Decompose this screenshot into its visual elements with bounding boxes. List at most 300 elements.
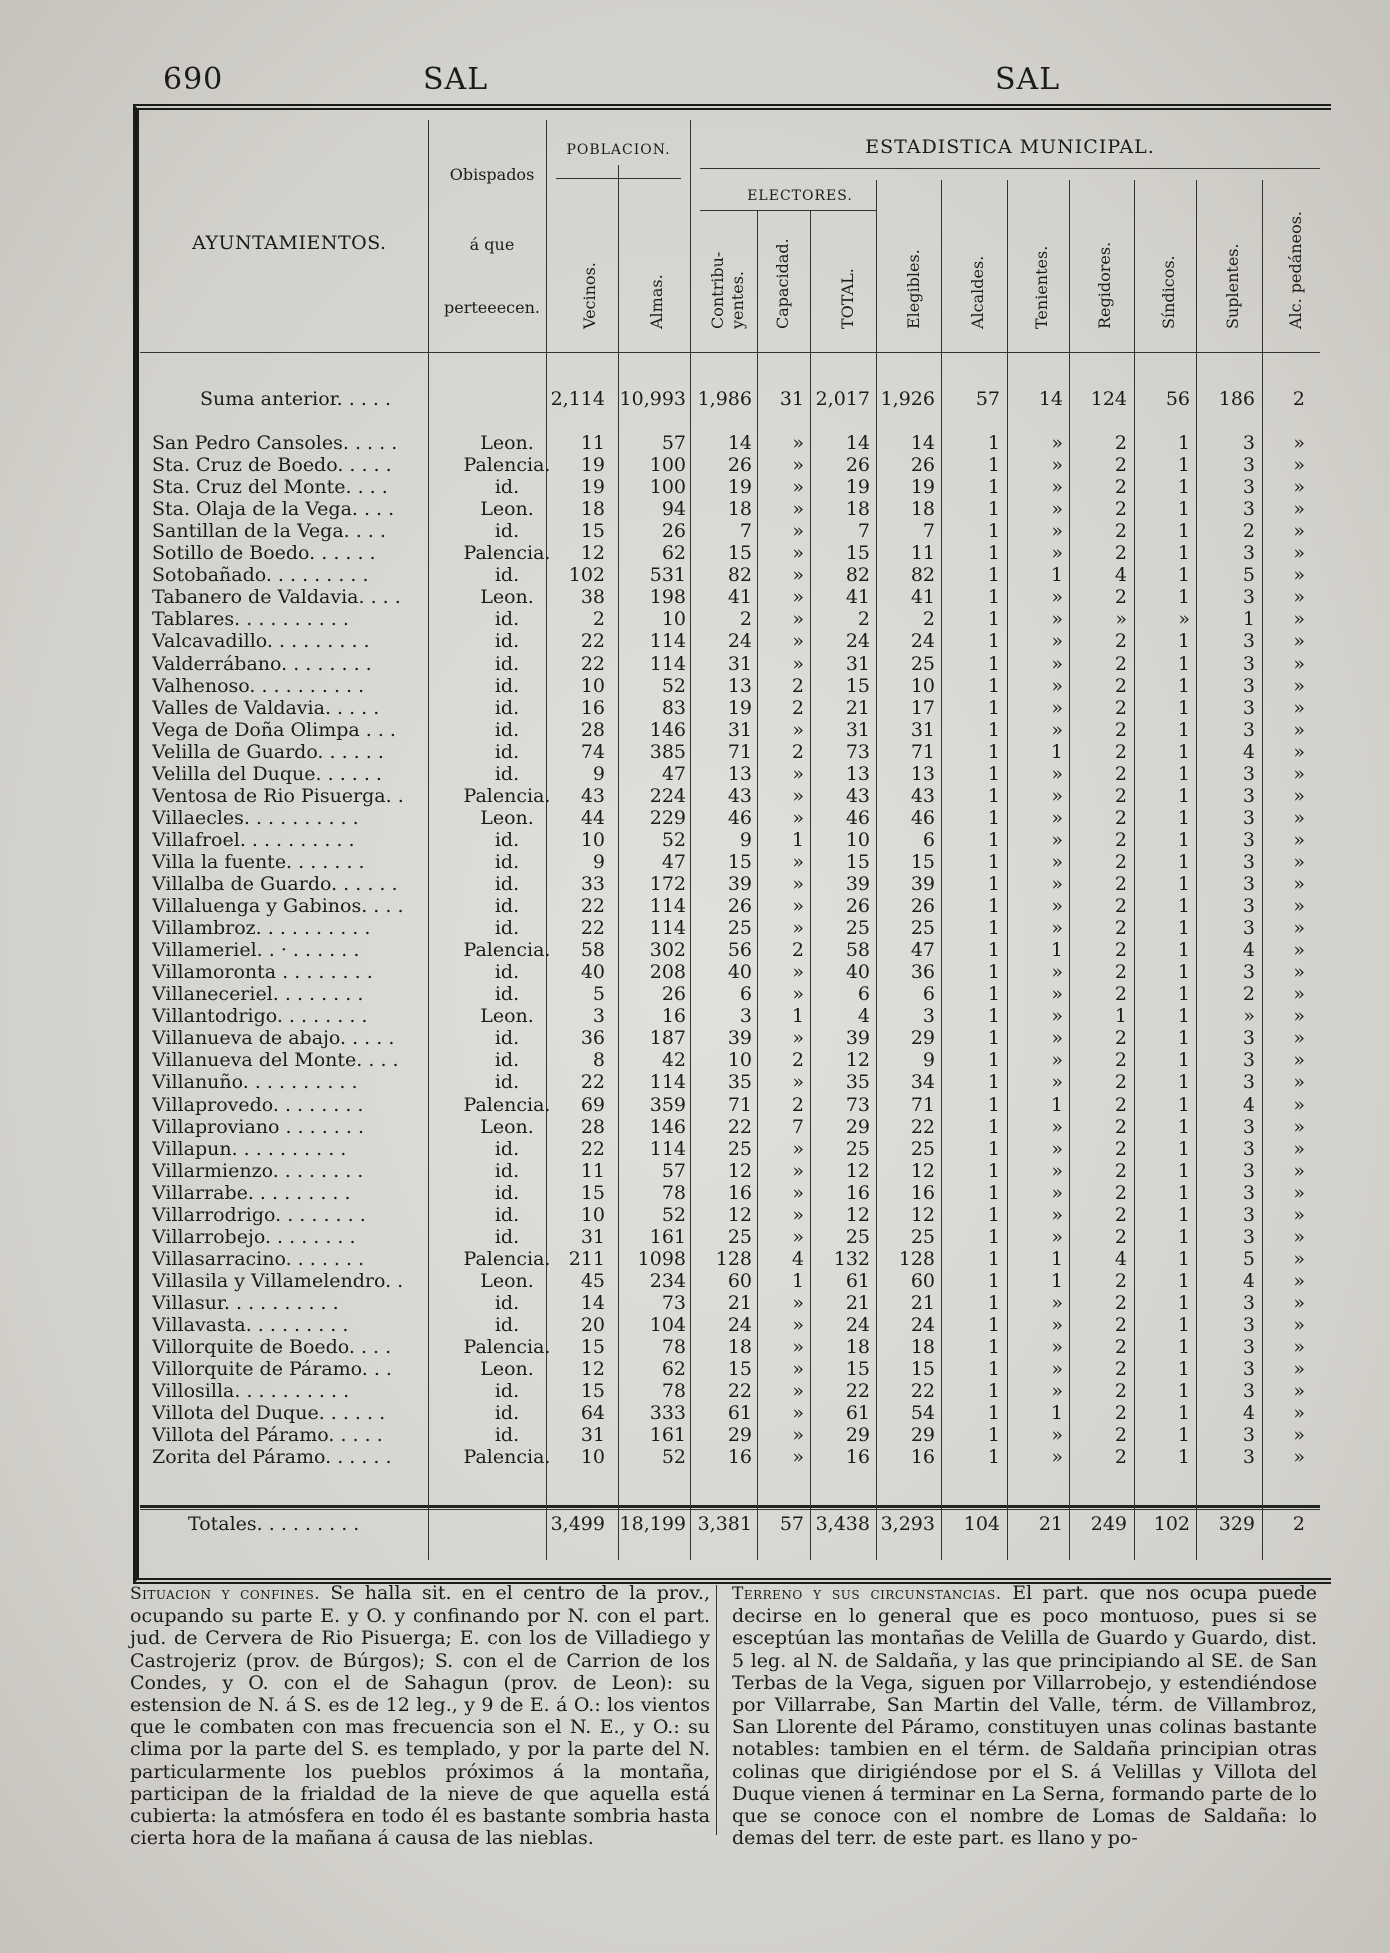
row-value: 3 — [1242, 1358, 1255, 1380]
row-obispado: Leon. — [480, 1270, 534, 1292]
running-title-left: SAL — [423, 62, 489, 97]
row-value: » — [1293, 939, 1305, 961]
row-value: 114 — [649, 1138, 686, 1160]
row-ayuntamiento: Velilla de Guardo. . . . . . — [152, 741, 384, 763]
row-value: » — [792, 1314, 804, 1336]
row-value: » — [1293, 653, 1305, 675]
row-value: 1 — [987, 1402, 1000, 1424]
row-value: 2 — [1114, 807, 1127, 829]
row-value: 46 — [845, 807, 870, 829]
row-value: 31 — [727, 719, 752, 741]
row-obispado: Palencia. — [463, 939, 551, 961]
row-value: 43 — [845, 785, 870, 807]
row-value: » — [1051, 498, 1063, 520]
row-value: 73 — [661, 1292, 686, 1314]
row-value: 18 — [727, 498, 752, 520]
row-value: 28 — [580, 1116, 605, 1138]
row-value: 1 — [987, 675, 1000, 697]
row-value: 24 — [910, 630, 935, 652]
row-value: 43 — [580, 785, 605, 807]
row-value: » — [1051, 1027, 1063, 1049]
row-value: 14 — [910, 432, 935, 454]
row-ayuntamiento: Totales. . . . . . . . . — [188, 1513, 360, 1535]
row-value: 25 — [727, 1226, 752, 1248]
row-obispado: id. — [494, 917, 520, 939]
row-value: 1 — [987, 1049, 1000, 1071]
row-value: 3,293 — [880, 1513, 935, 1535]
row-value: 4 — [791, 1248, 804, 1270]
col-header-contribuyentes-1: Contribu- — [708, 251, 727, 329]
row-value: 2 — [1114, 1446, 1127, 1468]
row-value: 1 — [987, 829, 1000, 851]
row-value: 15 — [580, 1182, 605, 1204]
row-ayuntamiento: Santillan de la Vega. . . . — [152, 520, 386, 542]
row-value: 94 — [661, 498, 686, 520]
row-value: 1 — [1177, 1049, 1190, 1071]
row-value: 2 — [1114, 917, 1127, 939]
row-value: 6 — [922, 983, 935, 1005]
row-value: 146 — [649, 719, 686, 741]
row-ayuntamiento: Villantodrigo. . . . . . . . — [152, 1005, 368, 1027]
table-row — [140, 785, 1320, 807]
row-value: » — [1293, 741, 1305, 763]
row-value: 26 — [661, 983, 686, 1005]
row-ayuntamiento: Valhenoso. . . . . . . . . . — [152, 675, 365, 697]
row-value: 1 — [987, 961, 1000, 983]
row-value: » — [792, 1138, 804, 1160]
row-value: 1 — [987, 630, 1000, 652]
row-value: » — [1051, 454, 1063, 476]
row-value: 1 — [987, 653, 1000, 675]
row-value: 1 — [1050, 1094, 1063, 1116]
row-ayuntamiento: Velilla del Duque. . . . . . — [152, 763, 382, 785]
row-value: » — [1051, 476, 1063, 498]
row-value: 1 — [1050, 741, 1063, 763]
row-value: 3 — [1242, 1424, 1255, 1446]
row-value: » — [1293, 498, 1305, 520]
table-row — [140, 1314, 1320, 1336]
row-value: 3 — [1242, 1116, 1255, 1138]
row-value: 45 — [580, 1270, 605, 1292]
table-row — [140, 1380, 1320, 1402]
row-value: 1 — [1177, 807, 1190, 829]
row-value: 46 — [727, 807, 752, 829]
row-value: 1 — [1177, 697, 1190, 719]
table-row — [140, 873, 1320, 895]
footer-situacion — [130, 1582, 710, 1849]
table-row — [140, 1005, 1320, 1027]
row-value: 18 — [910, 1336, 935, 1358]
row-value: 128 — [898, 1248, 935, 1270]
row-ayuntamiento: Sotillo de Boedo. . . . . . — [152, 542, 376, 564]
row-value: 8 — [592, 1049, 605, 1071]
row-value: 16 — [845, 1446, 870, 1468]
row-value: 161 — [649, 1424, 686, 1446]
row-value: 187 — [649, 1027, 686, 1049]
row-value: 12 — [910, 1160, 935, 1182]
row-value: 12 — [845, 1049, 870, 1071]
row-ayuntamiento: Villalba de Guardo. . . . . . — [152, 873, 398, 895]
row-ayuntamiento: Villota del Duque. . . . . . — [152, 1402, 386, 1424]
row-ayuntamiento: Sta. Cruz del Monte. . . . — [152, 476, 388, 498]
row-value: 114 — [649, 917, 686, 939]
row-obispado: id. — [494, 1380, 520, 1402]
row-value: » — [1293, 564, 1305, 586]
row-value: 1 — [987, 763, 1000, 785]
row-value: » — [792, 1358, 804, 1380]
row-value: 1 — [987, 939, 1000, 961]
row-value: 1 — [1177, 851, 1190, 873]
row-value: 1098 — [637, 1248, 686, 1270]
row-obispado: id. — [494, 476, 520, 498]
row-value: 24 — [727, 630, 752, 652]
row-value: » — [1293, 608, 1305, 630]
row-value: 1 — [987, 498, 1000, 520]
row-value: 1 — [987, 851, 1000, 873]
row-value: 43 — [910, 785, 935, 807]
row-value: 17 — [910, 697, 935, 719]
row-value: » — [1051, 851, 1063, 873]
row-value: 61 — [845, 1270, 870, 1292]
row-value: 3 — [1242, 829, 1255, 851]
row-value: 19 — [580, 454, 605, 476]
row-value: 4 — [857, 1005, 870, 1027]
table-row — [140, 1292, 1320, 1314]
row-ayuntamiento: Villamoronta . . . . . . . . — [152, 961, 373, 983]
row-value: 3 — [1242, 1160, 1255, 1182]
row-value: » — [1293, 1049, 1305, 1071]
row-value: 2 — [1114, 1336, 1127, 1358]
row-ayuntamiento: Villaproviano . . . . . . . — [152, 1116, 364, 1138]
row-value: 4 — [1242, 939, 1255, 961]
row-value: 1 — [1177, 1071, 1190, 1093]
row-value: 15 — [580, 1336, 605, 1358]
row-value: 1 — [1114, 1005, 1127, 1027]
row-value: 1 — [987, 476, 1000, 498]
row-value: 1 — [1177, 1226, 1190, 1248]
row-value: » — [1293, 1204, 1305, 1226]
row-value: » — [1293, 1071, 1305, 1093]
table-row — [140, 1402, 1320, 1424]
row-value: 3 — [739, 1005, 752, 1027]
row-value: 40 — [580, 961, 605, 983]
row-value: » — [1051, 807, 1063, 829]
row-value: 1 — [987, 520, 1000, 542]
row-obispado: id. — [494, 1071, 520, 1093]
row-obispado: id. — [494, 829, 520, 851]
row-value: 3 — [1242, 1314, 1255, 1336]
row-value: 29 — [727, 1424, 752, 1446]
row-obispado: id. — [494, 1226, 520, 1248]
row-value: 25 — [845, 1226, 870, 1248]
row-ayuntamiento: San Pedro Cansoles. . . . . — [152, 432, 398, 454]
row-value: 35 — [727, 1071, 752, 1093]
row-value: 22 — [580, 653, 605, 675]
row-value: » — [1293, 983, 1305, 1005]
row-value: » — [792, 630, 804, 652]
row-ayuntamiento: Villanuño. . . . . . . . . . — [152, 1071, 358, 1093]
col-header-total: TOTAL. — [838, 268, 857, 329]
row-ayuntamiento: Villaecles. . . . . . . . . . — [152, 807, 359, 829]
row-value: 78 — [661, 1380, 686, 1402]
row-value: 3 — [1242, 630, 1255, 652]
row-value: » — [1178, 608, 1190, 630]
row-value: 15 — [845, 542, 870, 564]
table-row — [140, 1204, 1320, 1226]
row-value: 2 — [1114, 851, 1127, 873]
row-obispado: id. — [494, 1424, 520, 1446]
row-value: 4 — [1242, 1402, 1255, 1424]
row-value: 7 — [857, 520, 870, 542]
row-value: 22 — [910, 1116, 935, 1138]
row-ayuntamiento: Villasila y Villamelendro. . — [152, 1270, 404, 1292]
row-value: 47 — [910, 939, 935, 961]
row-value: 1 — [987, 1116, 1000, 1138]
row-value: 64 — [580, 1402, 605, 1424]
row-value: 2 — [1114, 1226, 1127, 1248]
table-row — [140, 608, 1320, 630]
row-value: 4 — [1242, 741, 1255, 763]
row-value: 2 — [592, 608, 605, 630]
row-value: 1 — [1177, 939, 1190, 961]
row-value: 15 — [727, 1358, 752, 1380]
row-value: 1 — [1177, 1027, 1190, 1049]
row-value: 1 — [987, 1292, 1000, 1314]
row-value: » — [792, 1446, 804, 1468]
row-value: 40 — [727, 961, 752, 983]
row-value: 186 — [1218, 388, 1255, 410]
totales-row — [140, 1513, 1320, 1535]
row-value: » — [1051, 961, 1063, 983]
row-value: » — [1293, 1248, 1305, 1270]
row-ayuntamiento: Villorquite de Páramo. . . — [152, 1358, 392, 1380]
row-value: 18 — [910, 498, 935, 520]
row-value: 333 — [649, 1402, 686, 1424]
row-value: » — [1051, 630, 1063, 652]
row-value: 1 — [1050, 1402, 1063, 1424]
row-value: 36 — [910, 961, 935, 983]
table-row — [140, 586, 1320, 608]
table-row — [140, 1358, 1320, 1380]
row-value: » — [1293, 520, 1305, 542]
row-value: 1 — [1242, 608, 1255, 630]
row-value: » — [1293, 1402, 1305, 1424]
row-value: » — [792, 1204, 804, 1226]
row-value: 1 — [1177, 542, 1190, 564]
row-value: 1 — [987, 697, 1000, 719]
row-value: 2 — [857, 608, 870, 630]
row-value: » — [1051, 1226, 1063, 1248]
row-value: 114 — [649, 653, 686, 675]
row-value: » — [792, 1402, 804, 1424]
row-value: 531 — [649, 564, 686, 586]
row-value: » — [1051, 917, 1063, 939]
row-value: » — [1051, 785, 1063, 807]
row-obispado: Palencia. — [463, 542, 551, 564]
row-value: » — [1293, 1005, 1305, 1027]
row-value: 54 — [910, 1402, 935, 1424]
row-ayuntamiento: Villanueva del Monte. . . . — [152, 1049, 399, 1071]
row-value: » — [792, 653, 804, 675]
row-value: 1 — [1177, 917, 1190, 939]
row-value: 1 — [987, 895, 1000, 917]
row-value: 22 — [910, 1380, 935, 1402]
row-value: 31 — [910, 719, 935, 741]
row-value: 1 — [987, 873, 1000, 895]
row-ayuntamiento: Tabanero de Valdavia. . . . — [152, 586, 401, 608]
row-value: » — [1051, 1446, 1063, 1468]
row-value: 22 — [845, 1380, 870, 1402]
row-value: 3 — [1242, 807, 1255, 829]
row-obispado: Leon. — [480, 807, 534, 829]
row-obispado: id. — [494, 983, 520, 1005]
row-value: 7 — [922, 520, 935, 542]
row-value: 74 — [580, 741, 605, 763]
row-value: 102 — [1153, 1513, 1190, 1535]
row-value: 5 — [592, 983, 605, 1005]
row-value: » — [792, 1071, 804, 1093]
row-value: 3 — [1242, 1336, 1255, 1358]
row-value: 1,986 — [697, 388, 752, 410]
row-value: 19 — [580, 476, 605, 498]
row-value: 10 — [580, 829, 605, 851]
row-value: 9 — [592, 763, 605, 785]
page-number: 690 — [163, 62, 224, 97]
row-value: 2 — [1114, 1138, 1127, 1160]
row-value: 58 — [845, 939, 870, 961]
row-value: 2 — [1114, 1314, 1127, 1336]
table-row — [140, 1160, 1320, 1182]
row-value: » — [1051, 1005, 1063, 1027]
row-value: 9 — [739, 829, 752, 851]
row-value: 3 — [592, 1005, 605, 1027]
table-row — [140, 653, 1320, 675]
row-value: 61 — [727, 1402, 752, 1424]
row-value: 1 — [987, 1094, 1000, 1116]
row-value: 44 — [580, 807, 605, 829]
row-value: 6 — [739, 983, 752, 1005]
row-value: » — [1293, 1138, 1305, 1160]
row-value: 3 — [1242, 498, 1255, 520]
row-value: 2 — [1114, 829, 1127, 851]
row-value: 1 — [987, 542, 1000, 564]
row-value: 1 — [1050, 564, 1063, 586]
row-ayuntamiento: Villasur. . . . . . . . . . — [152, 1292, 339, 1314]
row-value: » — [1293, 1270, 1305, 1292]
row-value: 25 — [845, 1138, 870, 1160]
row-value: 1 — [1177, 719, 1190, 741]
table-row — [140, 564, 1320, 586]
row-value: » — [1051, 1314, 1063, 1336]
row-value: 26 — [661, 520, 686, 542]
row-value: » — [792, 873, 804, 895]
row-ayuntamiento: Villarrabe. . . . . . . . . — [152, 1182, 351, 1204]
row-value: » — [792, 498, 804, 520]
row-value: 61 — [845, 1402, 870, 1424]
row-value: 3 — [1242, 961, 1255, 983]
row-value: 12 — [727, 1204, 752, 1226]
row-obispado: Leon. — [480, 1005, 534, 1027]
row-value: 1 — [987, 1182, 1000, 1204]
row-value: » — [792, 586, 804, 608]
row-obispado: id. — [494, 564, 520, 586]
row-value: 35 — [845, 1071, 870, 1093]
row-value: » — [1293, 1358, 1305, 1380]
row-value: » — [1293, 873, 1305, 895]
row-value: 146 — [649, 1116, 686, 1138]
row-value: 1 — [1177, 630, 1190, 652]
row-value: 18 — [845, 1336, 870, 1358]
row-value: 52 — [661, 829, 686, 851]
row-value: » — [1051, 653, 1063, 675]
row-obispado: id. — [494, 1049, 520, 1071]
row-value: » — [1293, 1446, 1305, 1468]
row-value: » — [1051, 1138, 1063, 1160]
row-value: 1 — [1177, 498, 1190, 520]
row-value: 22 — [580, 917, 605, 939]
row-value: 1 — [791, 829, 804, 851]
footer-situacion-heading: Situacion y confines. — [130, 1584, 321, 1604]
col-header-alcaldes: Alcaldes. — [968, 255, 987, 329]
col-header-almas: Almas. — [647, 274, 666, 329]
row-value: 2 — [1114, 432, 1127, 454]
row-value: 1 — [1177, 1160, 1190, 1182]
row-ayuntamiento: Zorita del Páramo. . . . . . — [152, 1446, 392, 1468]
row-value: 2 — [791, 1049, 804, 1071]
row-value: 40 — [845, 961, 870, 983]
table-row — [140, 675, 1320, 697]
row-obispado: Palencia. — [463, 1336, 551, 1358]
row-value: » — [1051, 542, 1063, 564]
row-value: 3 — [1242, 873, 1255, 895]
row-ayuntamiento: Villapun. . . . . . . . . . — [152, 1138, 347, 1160]
row-value: » — [792, 1336, 804, 1358]
row-ayuntamiento: Villarrobejo. . . . . . . . — [152, 1226, 356, 1248]
row-value: 1 — [1177, 1314, 1190, 1336]
row-ayuntamiento: Valles de Valdavia. . . . . — [152, 697, 380, 719]
row-value: 2 — [791, 675, 804, 697]
row-value: 1 — [1177, 520, 1190, 542]
row-value: 73 — [845, 1094, 870, 1116]
row-value: 78 — [661, 1336, 686, 1358]
row-value: 2 — [1114, 542, 1127, 564]
row-value: 52 — [661, 675, 686, 697]
row-value: » — [792, 719, 804, 741]
row-value: 1 — [987, 917, 1000, 939]
col-header-sindicos: Síndicos. — [1159, 255, 1178, 329]
row-value: 25 — [910, 1138, 935, 1160]
row-value: » — [1051, 1160, 1063, 1182]
row-value: » — [792, 432, 804, 454]
row-value: » — [792, 785, 804, 807]
row-value: 2 — [922, 608, 935, 630]
row-value: 1 — [987, 564, 1000, 586]
row-obispado: Leon. — [480, 498, 534, 520]
row-value: » — [792, 763, 804, 785]
row-value: 16 — [845, 1182, 870, 1204]
row-value: 4 — [1114, 564, 1127, 586]
row-value: 2 — [1114, 1270, 1127, 1292]
row-value: 329 — [1218, 1513, 1255, 1535]
row-value: 24 — [845, 1314, 870, 1336]
row-value: » — [1051, 1336, 1063, 1358]
row-value: 43 — [727, 785, 752, 807]
row-value: 102 — [568, 564, 605, 586]
table-row — [140, 1049, 1320, 1071]
row-value: 26 — [845, 454, 870, 476]
row-value: 1 — [987, 785, 1000, 807]
row-value: 3 — [1242, 697, 1255, 719]
